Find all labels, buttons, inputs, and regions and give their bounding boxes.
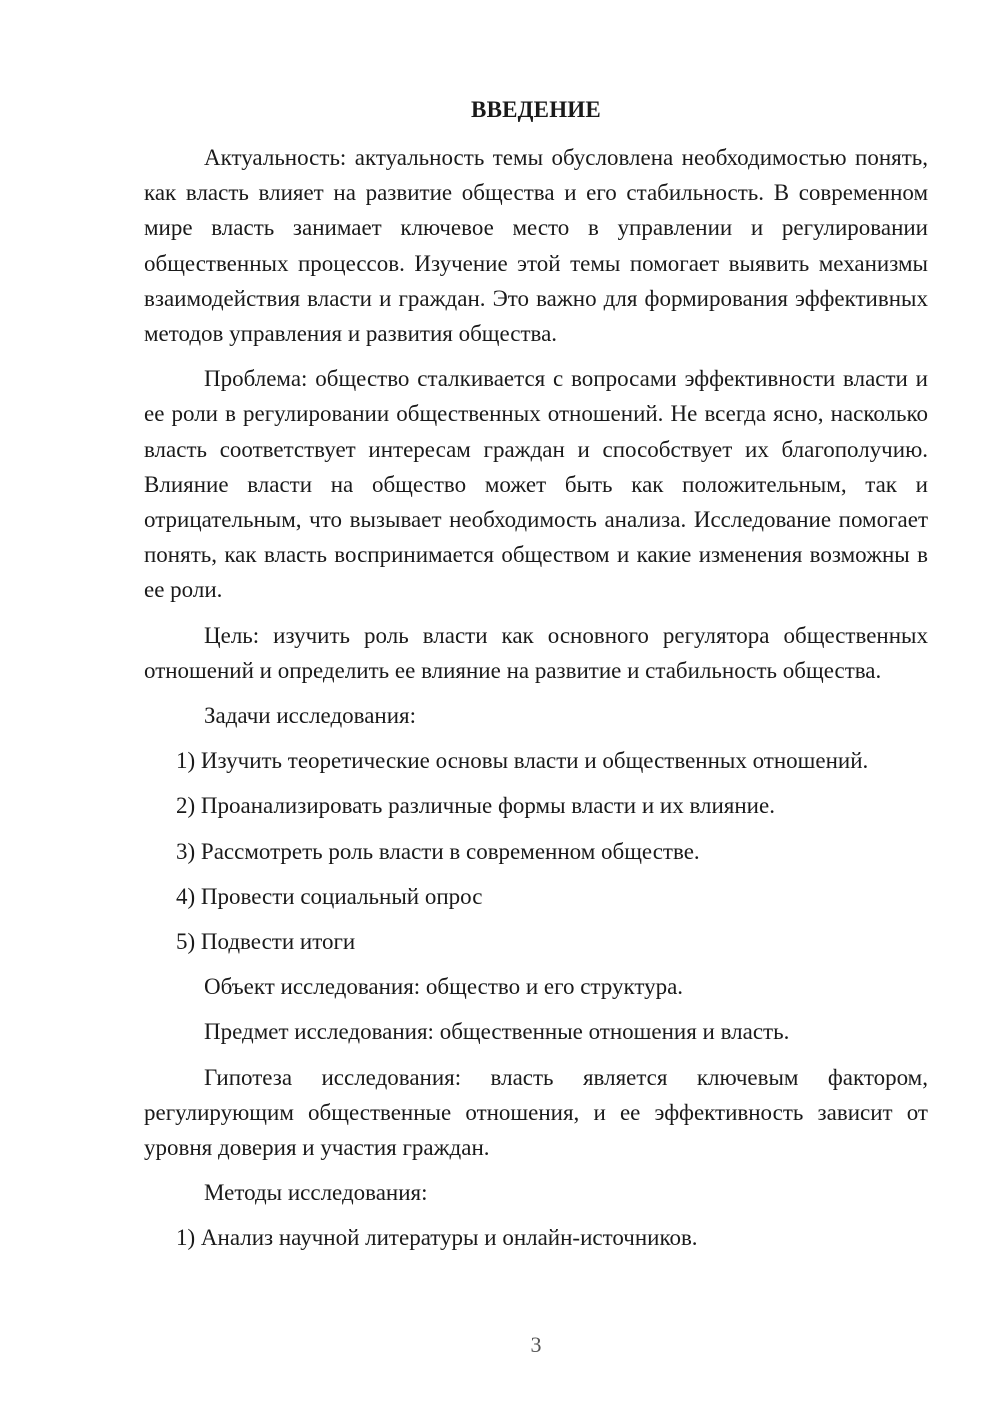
problem-paragraph: Проблема: общество сталкивается с вопросами эффективности власти и ее роли в регулировании общественных отношений. Не всегда ясно, насколько власть соответствует интересам граждан и способствует их благополучию. Влияние власти на общество может быть как положительным, так и отрицательным, что вызывает необходимость анализа. Исследование помогает понять, как власть воспринимается обществом и какие изменения возможны в ее роли. — [144, 366, 928, 603]
page-title: ВВЕДЕНИЕ — [471, 97, 601, 122]
task-item: 5) Подвести итоги — [176, 929, 356, 955]
relevance-paragraph: Актуальность: актуальность темы обусловлена необходимостью понять, как власть влияет на развитие общества и его стабильность. В современном мире власть занимает ключевое место в управлении и регулировании общественных процессов. Изучение этой темы помогает выявить механизмы взаимодействия власти и граждан. Это важно для формирования эффективных методов управления и развития общества. — [144, 145, 928, 347]
page-number: 3 — [530, 1332, 542, 1357]
hypothesis-paragraph: Гипотеза исследования: власть является ключевым фактором, регулирующим общественные отношения, и ее эффективность зависит от уровня доверия и участия граждан. — [144, 1064, 928, 1161]
subject-line: Предмет исследования: общественные отношения и власть. — [204, 1019, 790, 1045]
task-item: 1) Изучить теоретические основы власти и общественных отношений. — [176, 748, 869, 774]
method-item: 1) Анализ научной литературы и онлайн-источников. — [176, 1225, 698, 1251]
task-item: 2) Проанализировать различные формы власти и их влияние. — [176, 793, 775, 819]
goal-paragraph: Цель: изучить роль власти как основного регулятора общественных отношений и определить ее влияние на развитие и стабильность общества. — [144, 622, 928, 683]
object-line: Объект исследования: общество и его структура. — [204, 974, 684, 1000]
page-content — [144, 92, 928, 1266]
tasks-heading: Задачи исследования: — [204, 703, 417, 729]
task-item: 3) Рассмотреть роль власти в современном обществе. — [176, 838, 700, 864]
methods-heading: Методы исследования: — [204, 1180, 428, 1206]
task-item: 4) Провести социальный опрос — [176, 883, 483, 909]
